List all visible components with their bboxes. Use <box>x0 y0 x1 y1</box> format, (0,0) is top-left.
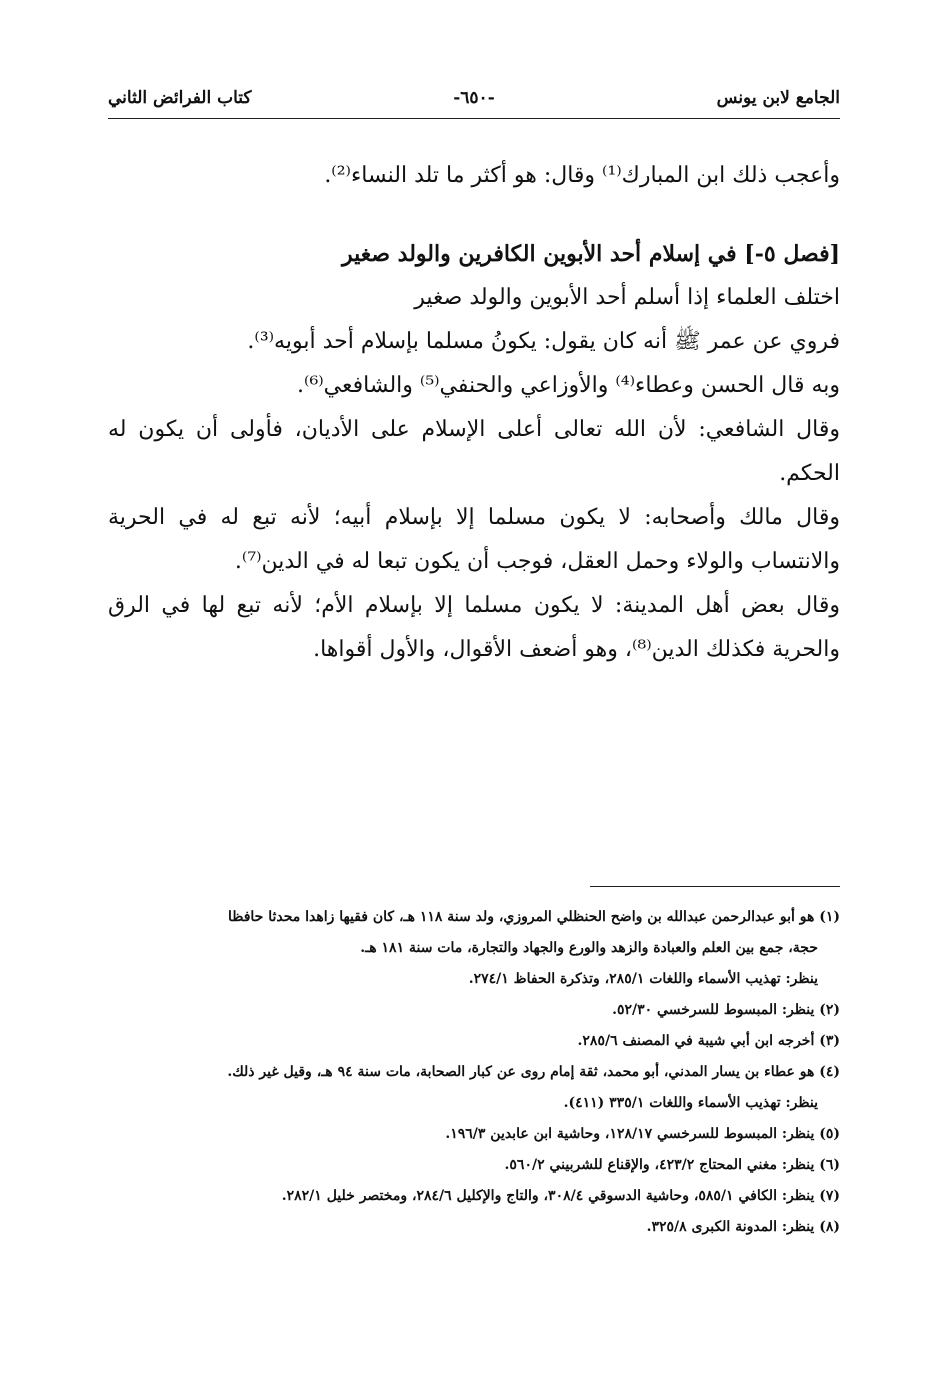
footnote-7: (٧) ينظر: الكافي ٥٨٥/١، وحاشية الدسوقي ٣٠٨/٤، والتاج والإكليل ٢٨٤/٦، ومختصر خليل ٢٨٢/١. <box>281 1188 840 1204</box>
footnote-4-ref: ينظر: تهذيب الأسماء واللغات ٣٣٥/١ (٤١١). <box>563 1095 818 1111</box>
footnote-6: (٦) ينظر: مغني المحتاج ٤٢٣/٢، والإقناع للشربيني ٥٦٠/٢. <box>504 1157 840 1173</box>
paragraph-2: اختلف العلماء إذا أسلم أحد الأبوين والولد صغير <box>414 285 840 310</box>
footnote-1: (١) هو أبو عبدالرحمن عبدالله بن واضح الحنظلي المروزي، ولد سنة ١١٨ هـ، كان فقيها زاهدا محدثا حافظا <box>227 909 840 925</box>
header-book-title: الجامع لابن يونس <box>716 88 840 108</box>
footnote-5: (٥) ينظر: المبسوط للسرخسي ١٢٨/١٧، وحاشية ابن عابدين ١٩٦/٣. <box>445 1126 840 1142</box>
header-section-title: كتاب الفرائض الثاني <box>108 88 252 108</box>
paragraph-4: وبه قال الحسن وعطاء⁽⁴⁾ والأوزاعي والحنفي⁽⁵⁾ والشافعي⁽⁶⁾. <box>297 373 840 398</box>
footnote-4: (٤) هو عطاء بن يسار المدني، أبو محمد، ثقة إمام روى عن كبار الصحابة، مات سنة ٩٤ هـ، وقيل غير ذلك. <box>227 1064 840 1080</box>
paragraph-7: وقال بعض أهل المدينة: لا يكون مسلما إلا بإسلام الأم؛ لأنه تبع لها في الرق والحرية فكذلك الدين⁽⁸⁾، وهو أضعف الأقوال، والأول أقواها. <box>108 593 840 662</box>
header-page-number: -٦٥٠- <box>453 88 495 108</box>
paragraph-3: فروي عن عمر ﷺ أنه كان يقول: يكونُ مسلما بإسلام أحد أبويه⁽³⁾. <box>247 329 840 354</box>
main-text <box>108 154 840 672</box>
page-header <box>108 88 840 114</box>
header-divider <box>108 118 840 119</box>
paragraph-5: وقال الشافعي: لأن الله تعالى أعلى الإسلام على الأديان، فأولى أن يكون له الحكم. <box>108 417 840 486</box>
footnote-2: (٢) ينظر: المبسوط للسرخسي ٥٢/٣٠. <box>612 1002 840 1018</box>
paragraph-1: وأعجب ذلك ابن المبارك⁽¹⁾ وقال: هو أكثر ما تلد النساء⁽²⁾. <box>324 163 840 188</box>
section-heading: [فصل ٥-] في إسلام أحد الأبوين الكافرين والولد صغير <box>341 241 840 267</box>
footnote-1-ref: ينظر: تهذيب الأسماء واللغات ٢٨٥/١، وتذكرة الحفاظ ٢٧٤/١. <box>468 971 818 987</box>
footnote-1-cont: حجة، جمع بين العلم والعبادة والزهد والورع والجهاد والتجارة، مات سنة ١٨١ هـ. <box>360 940 818 956</box>
paragraph-6: وقال مالك وأصحابه: لا يكون مسلما إلا بإسلام أبيه؛ لأنه تبع له في الحرية والانتساب والولاء وحمل العقل، فوجب أن يكون تبعا له في الدين⁽⁷⁾. <box>108 505 840 574</box>
footnote-divider <box>590 886 840 887</box>
footnotes <box>108 902 840 1243</box>
footnote-8: (٨) ينظر: المدونة الكبرى ٣٢٥/٨. <box>646 1219 840 1235</box>
footnote-3: (٣) أخرجه ابن أبي شيبة في المصنف ٢٨٥/٦. <box>577 1033 840 1049</box>
